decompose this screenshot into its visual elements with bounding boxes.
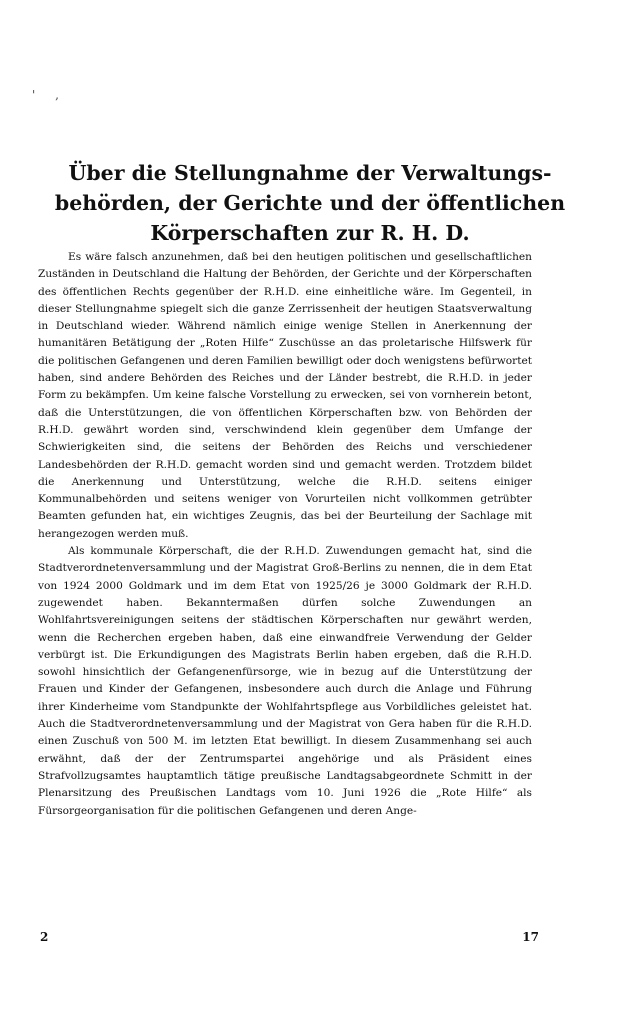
paragraph-1: Es wäre falsch anzunehmen, daß bei den heutigen politischen und gesellschaftlichen Zuständen in Deutschland die Haltung der Behörden, der Gerichte und der Körperschaften des öffentlichen Rechts gegenüber der R.H.D. eine einheitliche wäre. Im Gegenteil, in dieser Stellungnahme spiegelt sich die ganze Zerrissenheit der heutigen Staatsverwaltung in Deutschland wieder. Während nämlich einige wenige Stellen in Anerkennung der humanitären Betätigung der „Roten Hilfe“ Zuschüsse an das proletarische Hilfswerk für die politischen Gefangenen und deren Familien bewilligt oder doch wenigstens befürwortet haben, sind andere Behörden des Reiches und der Länder bestrebt, die R.H.D. in jeder Form zu bekämpfen. Um keine falsche Vorstellung zu erwecken, sei von vornherein betont, daß die Unterstützungen, die von öffentlichen Körperschaften bzw. von Behörden der R.H.D. gewährt worden sind, verschwindend klein gegenüber dem Umfange der Schwierigkeiten sind, die seitens der Behörden des Reichs und verschiedener Landesbehörden der R.H.D. gemacht worden sind und gemacht werden. Trotzdem bildet die Anerkennung und Unterstützung, welche die R.H.D. seitens einiger Kommunalbehörden und seitens weniger von Vorurteilen nicht vollkommen getrübter Beamten gefunden hat, ein wichtiges Zeugnis, das bei der Beurteilung der Sachlage mit herangezogen werden muß.	[38, 251, 532, 540]
sheet-signature: 2	[40, 930, 49, 944]
title-line-3: Körperschaften zur R. H. D.	[150, 221, 470, 245]
title-line-1: Über die Stellungnahme der Verwaltungs-	[68, 161, 552, 185]
section-title	[40, 158, 580, 248]
body-text	[38, 249, 532, 820]
stray-marks: ' ,	[32, 88, 67, 102]
title-line-2: behörden, der Gerichte und der öffentlichen	[54, 191, 566, 215]
paragraph-2: Als kommunale Körperschaft, die der R.H.D. Zuwendungen gemacht hat, sind die Stadtverordnetenversammlung und der Magistrat Groß-Berlins zu nennen, die in dem Etat von 1924 2000 Goldmark und im dem Etat von 1925/26 je 3000 Goldmark der R.H.D. zugewendet haben. Bekanntermaßen dürfen solche Zuwendungen an Wohlfahrtsvereinigungen seitens der städtischen Körperschaften nur gewährt werden, wenn die Recherchen ergeben haben, daß eine einwandfreie Verwendung der Gelder verbürgt ist. Die Erkundigungen des Magistrats Berlin haben ergeben, daß die R.H.D. sowohl hinsichtlich der Gefangenenfürsorge, wie in bezug auf die Unterstützung der Frauen und Kinder der Gefangenen, insbesondere auch durch die Anlage und Führung ihrer Kinderheime vom Standpunkte der Wohlfahrtspflege aus Vorbildliches geleistet hat. Auch die Stadtverordnetenversammlung und der Magistrat von Gera haben für die R.H.D. einen Zuschuß von 500 M. im letzten Etat bewilligt. In diesem Zusammenhang sei auch erwähnt, daß der der Zentrumspartei angehörige und als Präsident eines Strafvollzugsamtes hauptamtlich tätige preußische Landtagsabgeordnete Schmitt in der Plenarsitzung des Preußischen Landtags vom 10. Juni 1926 die „Rote Hilfe“ als Fürsorgeorganisation für die politischen Gefangenen und deren Ange-	[38, 545, 532, 817]
page-number: 17	[522, 930, 539, 944]
